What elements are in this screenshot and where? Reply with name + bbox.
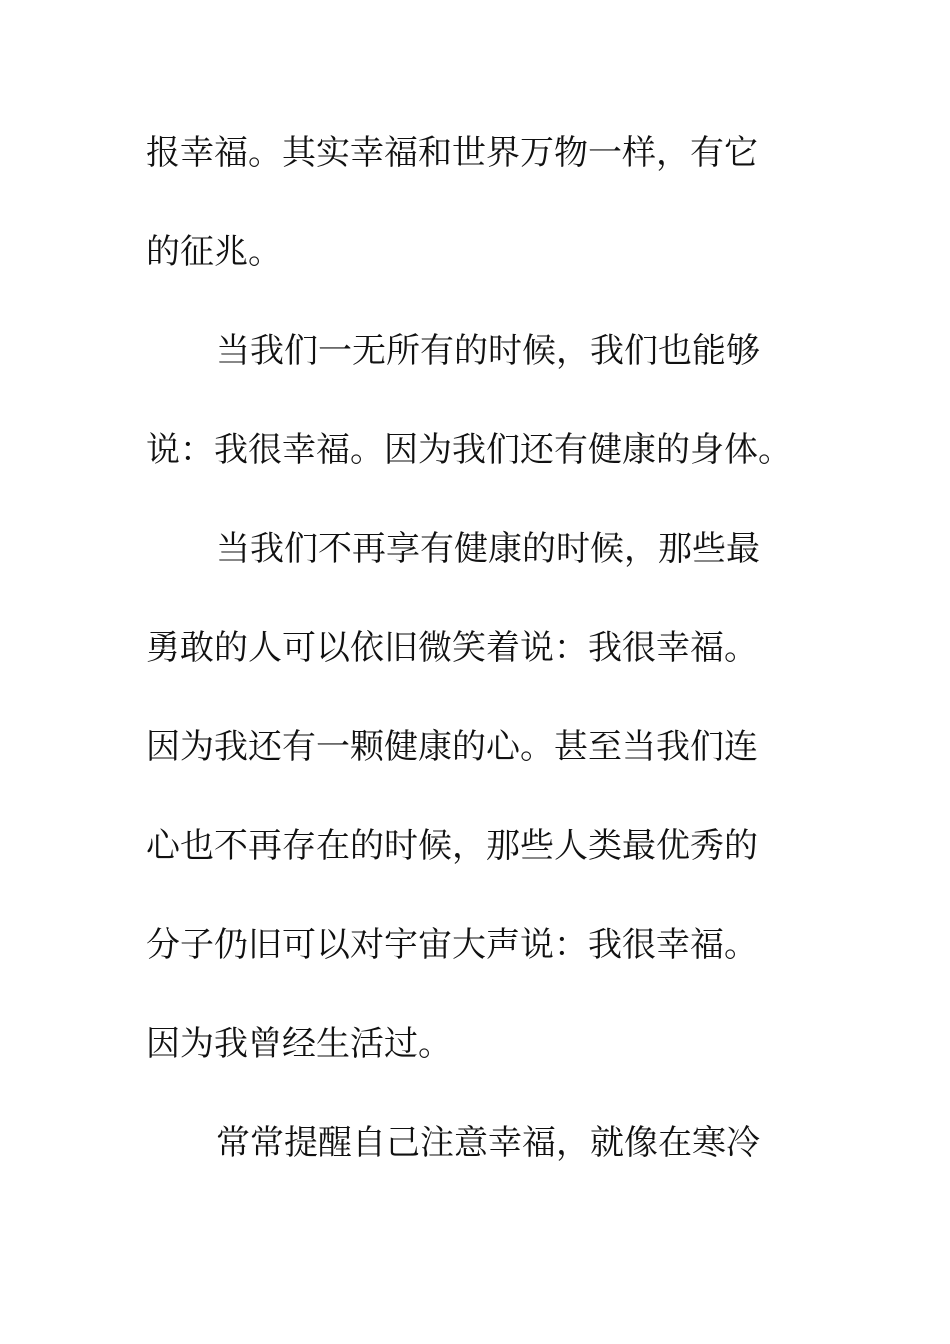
- text-line: 的征兆。: [146, 232, 282, 272]
- paragraph-start-line: 当我们不再享有健康的时候，那些最: [216, 529, 760, 569]
- paragraph-start-line: 常常提醒自己注意幸福，就像在寒冷: [216, 1123, 760, 1163]
- text-line: 说：我很幸福。因为我们还有健康的身体。: [146, 430, 792, 470]
- text-line: 分子仍旧可以对宇宙大声说：我很幸福。: [146, 925, 758, 965]
- text-line: 因为我还有一颗健康的心。甚至当我们连: [146, 727, 758, 767]
- paragraph-start-line: 当我们一无所有的时候，我们也能够: [216, 331, 760, 371]
- text-line: 报幸福。其实幸福和世界万物一样，有它: [146, 133, 758, 173]
- document-body: [146, 126, 806, 1215]
- text-line: 因为我曾经生活过。: [146, 1024, 452, 1064]
- text-line: 心也不再存在的时候，那些人类最优秀的: [146, 826, 758, 866]
- text-line: 勇敢的人可以依旧微笑着说：我很幸福。: [146, 628, 758, 668]
